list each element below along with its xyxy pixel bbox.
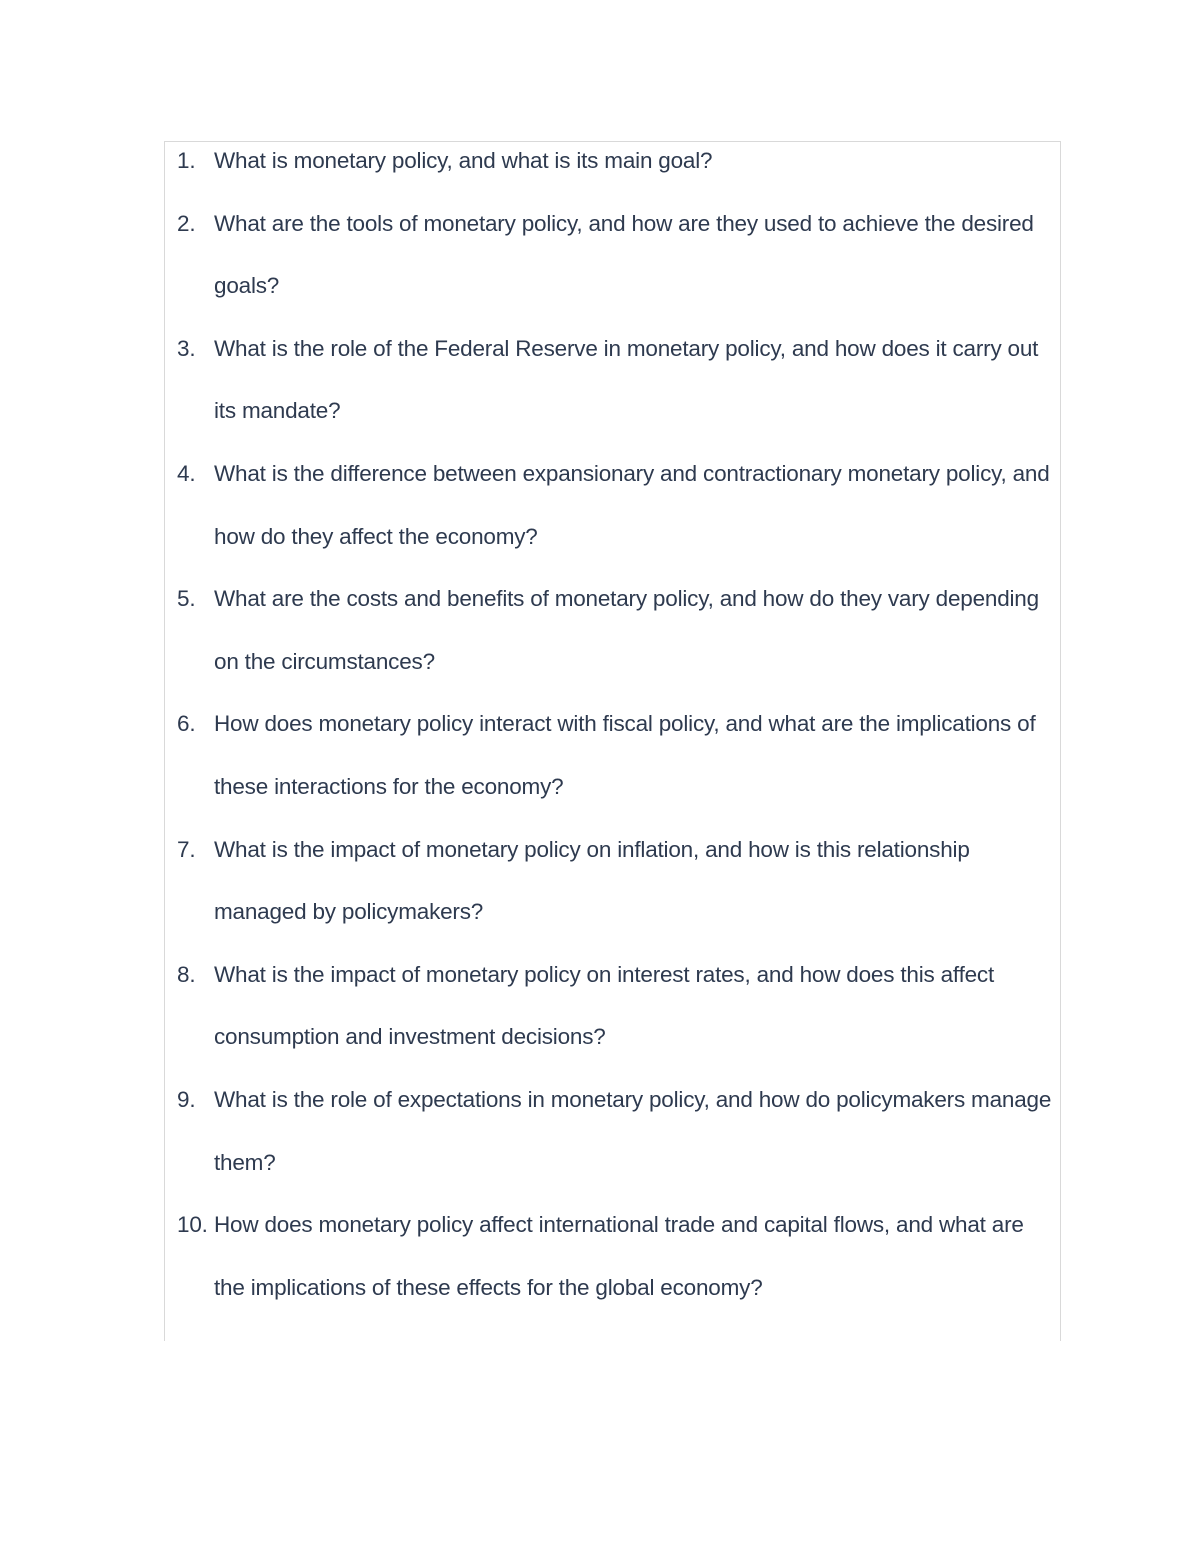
question-item-9 [165, 1069, 1060, 1194]
question-text: What is the impact of monetary policy on inflation, and how is this relationship managed by policymakers? [214, 836, 970, 925]
question-number: 3. [177, 335, 196, 361]
question-text: What is the role of the Federal Reserve in monetary policy, and how does it carry out its mandate? [214, 335, 1039, 424]
question-text: What are the costs and benefits of monetary policy, and how do they vary depending on the circumstances? [214, 586, 1039, 674]
question-item-3 [165, 318, 1060, 443]
question-number: 4. [177, 460, 196, 486]
question-item-10 [165, 1194, 1060, 1319]
question-number: 7. [177, 836, 196, 862]
question-number: 8. [177, 961, 196, 987]
question-number: 10. [177, 1212, 208, 1238]
question-text: What is the difference between expansionary and contractionary monetary policy, and how do they affect the economy? [214, 460, 1050, 549]
question-number: 5. [177, 586, 196, 612]
question-text: What is the role of expectations in monetary policy, and how do policymakers manage them? [214, 1086, 1052, 1175]
question-item-8 [165, 944, 1060, 1069]
question-number: 9. [177, 1086, 196, 1112]
question-list [165, 142, 1060, 1319]
question-number: 6. [177, 711, 196, 737]
question-text: What are the tools of monetary policy, and how are they used to achieve the desired goals? [214, 210, 1034, 299]
question-number: 2. [177, 210, 196, 236]
question-text: How does monetary policy interact with fiscal policy, and what are the implications of these interactions for the economy? [214, 711, 1036, 799]
question-text: What is the impact of monetary policy on interest rates, and how does this affect consumption and investment decisions? [214, 961, 995, 1050]
question-number: 1. [177, 148, 196, 173]
question-item-7 [165, 819, 1060, 944]
question-text: What is monetary policy, and what is its main goal? [214, 148, 713, 173]
question-item-4 [165, 443, 1060, 568]
question-item-1 [165, 130, 1060, 193]
question-item-2 [165, 193, 1060, 318]
question-item-6 [165, 693, 1060, 818]
question-item-5 [165, 568, 1060, 693]
question-text: How does monetary policy affect international trade and capital flows, and what are the implications of these effects for the global economy? [214, 1212, 1024, 1300]
document-frame [164, 141, 1061, 1341]
